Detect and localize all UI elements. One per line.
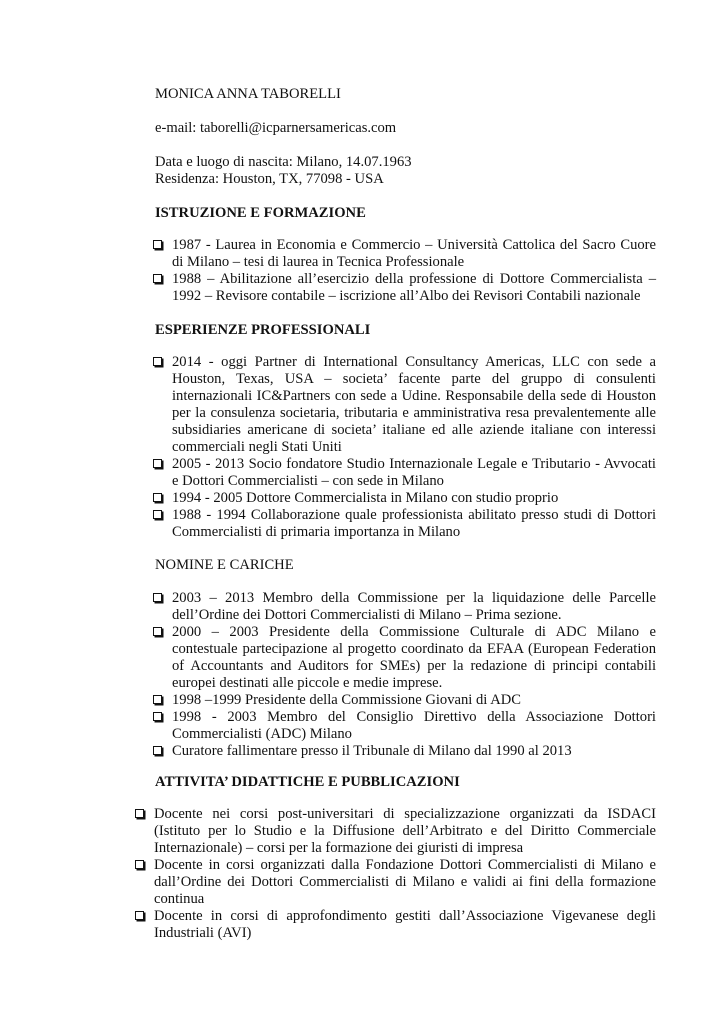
list-item (135, 806, 656, 857)
section-title-istruzione: ISTRUZIONE E FORMAZIONE (155, 205, 366, 221)
list-item (153, 456, 656, 490)
esperienze-list (153, 354, 656, 541)
list-item (153, 490, 656, 507)
section-title-nomine: NOMINE E CARICHE (155, 557, 294, 573)
checkbox-bullet-icon (135, 911, 144, 920)
list-item (135, 908, 656, 942)
checkbox-bullet-icon (153, 357, 162, 366)
checkbox-bullet-icon (153, 593, 162, 602)
list-item (153, 237, 656, 271)
checkbox-bullet-icon (153, 493, 162, 502)
email-line: e-mail: taborelli@icparnersamericas.com (155, 120, 397, 136)
list-item (153, 624, 656, 692)
residence-line: Residenza: Houston, TX, 77098 - USA (155, 171, 384, 187)
list-item-text: 2014 - oggi Partner di International Consultancy Americas, LLC con sede a Houston, Texas, USA – societa’ facente parte del gruppo di consulenti internazionali IC&Partners con sede a Udine. Responsabile della sede di Houston per la consulenza societaria, tributaria e amministrativa resa prevalentemente alle subsidiaries americane di societa’ italiane ed alle aziende italiane con interessi commerciali negli Stati Uniti (172, 354, 656, 455)
nomine-list (153, 590, 656, 760)
list-item-text: 1994 - 2005 Dottore Commercialista in Milano con studio proprio (172, 490, 559, 506)
checkbox-bullet-icon (153, 510, 162, 519)
checkbox-bullet-icon (153, 459, 162, 468)
person-name: MONICA ANNA TABORELLI (155, 86, 341, 102)
list-item-text: 2005 - 2013 Socio fondatore Studio Internazionale Legale e Tributario - Avvocati e Dottori Commercialisti – con sede in Milano (172, 456, 656, 489)
istruzione-list (153, 237, 656, 305)
list-item (153, 354, 656, 456)
list-item (153, 507, 656, 541)
list-item-text: 1988 – Abilitazione all’esercizio della professione di Dottore Commercialista – 1992 – Revisore contabile – iscrizione all’Albo dei Revisori Contabili nazionale (172, 271, 656, 304)
checkbox-bullet-icon (153, 627, 162, 636)
list-item-text: Curatore fallimentare presso il Tribunale di Milano dal 1990 al 2013 (172, 743, 572, 759)
list-item (153, 692, 656, 709)
birth-line: Data e luogo di nascita: Milano, 14.07.1963 (155, 154, 412, 170)
list-item (153, 709, 656, 743)
list-item-text: 1988 - 1994 Collaborazione quale professionista abilitato presso studi di Dottori Commercialisti di primaria importanza in Milano (172, 507, 656, 540)
checkbox-bullet-icon (153, 712, 162, 721)
list-item-text: Docente nei corsi post-universitari di specializzazione organizzati da ISDACI (Istituto per lo Studio e la Diffusione dell’Arbitrato e del Diritto Commerciale Internazionale) – corsi per la formazione dei giuristi di impresa (154, 806, 656, 856)
list-item-text: 1998 –1999 Presidente della Commissione Giovani di ADC (172, 692, 522, 708)
checkbox-bullet-icon (153, 746, 162, 755)
section-title-esperienze: ESPERIENZE PROFESSIONALI (155, 322, 371, 338)
checkbox-bullet-icon (153, 695, 162, 704)
list-item-text: 1998 - 2003 Membro del Consiglio Direttivo della Associazione Dottori Commercialisti (ADC) Milano (172, 709, 656, 742)
checkbox-bullet-icon (153, 240, 162, 249)
attivita-list (135, 806, 656, 942)
checkbox-bullet-icon (135, 860, 144, 869)
checkbox-bullet-icon (153, 274, 162, 283)
list-item (153, 590, 656, 624)
list-item (135, 857, 656, 908)
list-item-text: 2003 – 2013 Membro della Commissione per la liquidazione delle Parcelle dell’Ordine dei Dottori Commercialisti di Milano – Prima sezione. (172, 590, 656, 623)
checkbox-bullet-icon (135, 809, 144, 818)
list-item-text: 1987 - Laurea in Economia e Commercio – Università Cattolica del Sacro Cuore di Milano – tesi di laurea in Tecnica Professionale (172, 237, 656, 270)
list-item-text: Docente in corsi organizzati dalla Fondazione Dottori Commercialisti di Milano e dall’Ordine dei Dottori Commercialisti di Milano e validi ai fini della formazione continua (154, 857, 656, 907)
list-item (153, 271, 656, 305)
section-title-attivita: ATTIVITA’ DIDATTICHE E PUBBLICAZIONI (155, 774, 460, 790)
list-item-text: 2000 – 2003 Presidente della Commissione Culturale di ADC Milano e contestuale partecipazione al progetto coordinato da EFAA (European Federation of Accountants and Auditors for SMEs) per la redazione di principi contabili europei destinati alle piccole e medie imprese. (172, 624, 656, 691)
list-item-text: Docente in corsi di approfondimento gestiti dall’Associazione Vigevanese degli Industriali (AVI) (154, 908, 656, 941)
list-item (153, 743, 656, 760)
